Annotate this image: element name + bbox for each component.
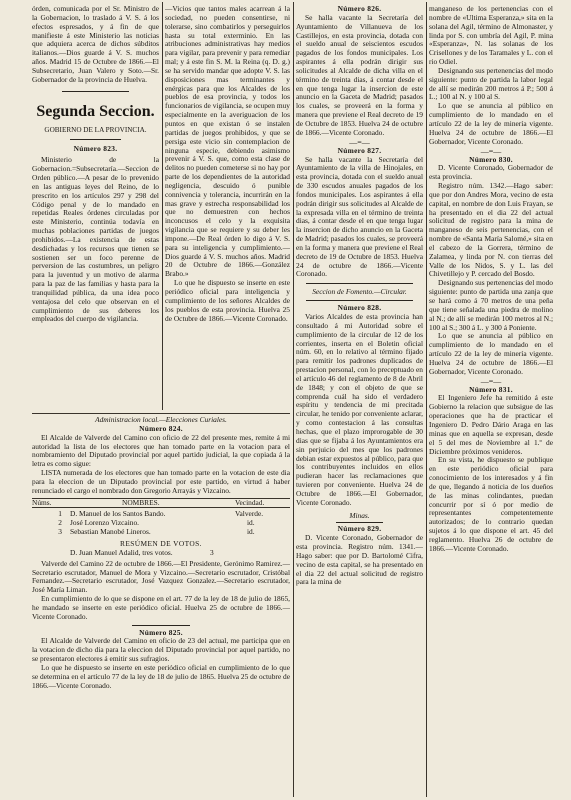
body-823: Ministerio de la Gobernacion.=Subsecretaría.—Seccion de Orden público.—A pesar de lo prevenido en las antiguas leyes del Reino, de lo prescrito en los artículos 297 y 298 del Código penal y de lo mandado en repetidas Reales órdenes circuladas por este Ministerio, continúa todavía en muchas poblaciones partidas de juegos prohibidos.—La existencia de estas desdichadas y los recursos que tienen se sostienen ser un foco perenne de perversion de las costumbres, un peligro para la juventud y un motivo de alarma para la paz de las familias y hasta para la tranquilidad pública, da una idea poco ventajosa del celo que observan en el cumplimiento de sus deberes los empleados del cuerpo de vigilancia. <box>32 155 159 324</box>
separator: —=— <box>349 137 370 147</box>
divider <box>306 283 413 284</box>
p-827: Se halla vacante la Secretaría del Ayuntamiento de la villa de Hinojales, en esta provincia, dotada con el sueldo anual de 330 escudos anuales pagados de los fondos municipales. Los aspirantes á ella podrán dirigir sus solicitudes al Alcalde de la expresada villa en el término de treinta dias, á contar desde el en que tenga lugar la insercion de dicho anuncio en la Gaceta de Madrid; pasados los cuales, se proveerá en la forma y manera que previene el Real decreto de 19 de Octubre de 1853. Huelva 24 de octubre de 1866.—Vicente Coronado. <box>296 154 423 279</box>
p-830-insertion: Lo que se anuncia al público en cumplimiento de lo mandado en el artículo 22 de la ley de minería vigente. Huelva 24 de octubre de 1866.—El Gobernador, Vicente Coronado. <box>429 331 553 376</box>
number-830: Número 830. <box>469 154 513 164</box>
p-825-insertion: Lo que he dispuesto se inserte en este periódico oficial en cumplimiento de lo que se determina en el artículo 77 de la ley de 18 de julio de 1865. Huelva 25 de octubre de 1866.—Vicente Coronado. <box>32 662 290 690</box>
column-rule <box>426 2 427 797</box>
p-825-report: El Alcalde de Valverde del Camino en oficio de 23 del actual, me participa que en la votacion de dicho dia para la eleccion del Diputado provincial por aquel partido, no se presentaron electores á emitir sus sufragios. <box>32 636 290 664</box>
divider <box>336 522 383 523</box>
summary-name: D. Juan Manuel Adalid, tres votos. <box>70 547 173 557</box>
number-825: Número 825. <box>139 627 183 637</box>
column-1 <box>32 5 159 410</box>
number-826: Número 826. <box>337 5 382 13</box>
separator: —=— <box>480 376 502 386</box>
p-831-relacion: El Ingeniero Jefe ha remitido á este Gobierno la relacion que subsigue de las operaciones que ha de practicar el Ingeniero D. Pedro Dário Araga en las minas que en aquella se expresan, desde el 5 del mes de Noviembre al 1.º de Diciembre próximos venideros. <box>429 393 553 456</box>
summary-row <box>32 549 290 558</box>
row-vecindad: Valverde. <box>235 509 264 519</box>
p-829-insertion: Lo que se anuncia al público en cumplimiento de lo mandado en el artículo 22 de la ley de minería vigente. Huelva 24 de octubre de 1866.—El Gobernador, Vicente Coronado. <box>429 101 553 146</box>
separator: —=— <box>480 146 502 156</box>
wide-top-rule <box>32 413 290 414</box>
summary-title: RESÚMEN DE VOTOS. <box>120 538 202 548</box>
row-num: 3 <box>58 527 62 537</box>
number-827: Número 827. <box>337 145 382 155</box>
p-824-insertion: En cumplimiento de lo que se dispone en el art. 77 de la ley de 18 de julio de 1865, he mandado se inserte en este periódico oficial. Huelva 25 de octubre de 1866.—Vicente Coronado. <box>32 594 290 621</box>
body-823-cont: —Vicios que tantos males acarrean á la sociedad, no pueden consentirse, ni tolerarse, sino combatirlos y perseguirlos hasta su total exterminio. En las atribuciones administrativas hay medios para vigilar, para prevenir y para remediar mal; y á este fin S. M. la Reina (q. D. g.) se ha servido mandar que adopte V. S. las disposiciones mas terminantes y enérgicas para que los Alcaldes de los pueblos de esa provincia, y todos los funcionarios de vigilancia, se ocupen muy especialmente en la averiguacion de los puntos en que existan ó se instalen partidas de juegos prohibidos, y que se persiga este vicio sin contemplacion de ninguna especie, debiendo asimismo prevenir á V. S. que, como esta clase de delitos no pueden cometerse si no hay por parte de los dependientes de la autoridad negligencia, descuido ó punible connivencia y tolerancia, incurrirán en la mas grave y estrecha responsabilidad los que no demuestren con hechos inconcusos el celo y la exquisita vigilancia que se requiere y su deber les impone.—De Real órden lo digo á V. S. para su inteligencia y cumplimiento.—Dios guarde á V. S. muchos años. Madrid 20 de Octubre de 1866.—González Brabo.» <box>165 5 290 279</box>
number-828: Número 828. <box>337 303 382 313</box>
elections-section <box>32 416 290 800</box>
p-824-intro: El Alcalde de Valverde del Camino con oficio de 22 del presente mes, remite á mi autoridad la lista de los electores que han tomado parte en la votacion para el nombramiento del Diputado provincial por aquel partido judicial, la que copiada á la letra es como sigue: <box>32 432 290 469</box>
number-824: Número 824. <box>139 423 183 433</box>
row-vecindad: id. <box>247 527 255 537</box>
p-829: D. Vicente Coronado, Gobernador de esta provincia. Registro núm. 1341.—Hago saber: que por D. Bartolomé Cifra, vecino de esta capital, se ha presentado en el dia 22 del actual solicitud de registro para la mina de <box>296 533 423 587</box>
row-name: D. Manuel de los Santos Bando. <box>70 509 166 519</box>
minas-heading: Minas. <box>349 510 370 520</box>
p-830-gov: D. Vicente Coronado, Gobernador de esta provincia. <box>429 163 553 182</box>
p-829-cont: manganeso de los pertenencias con el nombre de «Ultima Esperanza,» sita en la solana del Agil, término de Almonaster, y linda por S. con umbría del Agil, P. mina «Esperanza», N. las solanas de los Crisellones y de los Taramales y L. con el rio Odiel. <box>429 5 553 67</box>
number-831: Número 831. <box>469 384 513 394</box>
table-row <box>32 528 290 537</box>
divider <box>70 139 121 140</box>
fomento-heading: Seccion de Fomento.—Circular. <box>312 287 407 297</box>
number-823: Número 823. <box>73 144 118 154</box>
divider <box>62 91 129 92</box>
row-vecindad: id. <box>247 518 255 528</box>
p-830-registro: Registro núm. 1342.—Hago saber: que por don Andres Mora, vecino de esta capital, en nombre de don Luis Frayan, se ha presentado en el dia 22 del actual solicitud de registro para la mina de manganeso de seis pertenencias, con el nombre de «Santa María Salomé,» sita en el cabezo de la Gorrera, término de Zalamea, y linda por N. con tierras del Valle de los Nidos, S. y L. las del Chivetillejo y P. cercado del Bosdo. <box>429 181 553 279</box>
number-829: Número 829. <box>337 524 382 534</box>
table-header-row <box>32 499 290 508</box>
divider <box>132 625 190 626</box>
column-rule <box>293 2 294 797</box>
column-rule <box>162 2 163 410</box>
col-header-name: NOMBRES. <box>122 497 160 507</box>
p-831-insertion: En su vista, he dispuesto se publique en este periódico oficial para conocimiento de los interesados y á fin de que, llegando á noticia de los dueños de las minas colindantes, puedan concurrir por sí ó por medio de representantes competentemente autorizados; de lo contrario quedan sujetos á lo que dispone el art. 45 del reglamento. Huelva 26 de octubre de 1866.—Vicente Coronado. <box>429 455 553 553</box>
p-826: Se halla vacante la Secretaría del Ayuntamiento de Villanueva de los Castillejos, en esta provincia, dotada con el sueldo anual de seiscientos escudos pagados de los fondos municipales. Los aspirantes á ella podrán dirigir sus solicitudes al Alcalde de dicha villa en el término de treinta dias, á contar desde el en que tenga lugar la insercion de este anuncio en la Gaceta de Madrid; pasados los cuales, se proveerá en la forma y manera que previene el Real decreto de 19 de Octubre de 1853. Huelva 24 de octubre de 1866.—Vicente Coronado. <box>296 12 423 137</box>
divider <box>306 300 413 301</box>
p-830-pertenencias: Designando sus pertenencias del modo siguiente: punto de partida una zanja que se hará como á 70 metros de una peña que tiene señalada una piedra de molino al N.; de allí se medirán 100 metros al N.; 100 al S.; 300 á L. y 300 á Poniente. <box>429 278 553 332</box>
column-3 <box>296 5 423 800</box>
row-num: 1 <box>58 509 62 519</box>
row-name: Sebastian Manobé Lineros. <box>70 527 151 537</box>
voters-rows <box>32 510 290 537</box>
column-2 <box>165 5 290 410</box>
row-num: 2 <box>58 518 62 528</box>
p-824-list-title: LISTA numerada de los electores que han tomado parte en la votacion de este dia para la eleccion de un Diputado provincial por este partido, en virtud á haber renunciado el cargo el nombrado don Gregorio Arrayás y Vizcaino. <box>32 468 290 495</box>
elections-heading: Administracion local.—Elecciones Curiales. <box>95 416 227 424</box>
section-title: Segunda Seccion. <box>36 102 155 120</box>
voters-table <box>32 499 290 508</box>
summary-votes: 3 <box>210 547 214 557</box>
column-4 <box>429 5 553 800</box>
table-rule <box>32 507 290 508</box>
table-rule <box>32 498 290 499</box>
section-subtitle: GOBIERNO DE LA PROVINCIA. <box>44 125 147 134</box>
p-828: Varios Alcaldes de esta provincia han consultado á mi Autoridad sobre el cumplimiento de la circular de 12 de los corrientes, inserta en el Boletin oficial núm. 60, en lo relativo al término fijado para remitir los padrones duplicados de prestacion personal, con lo preceptuado en el artículo 46 del reglamento de 8 de Abril de 1848; y con el objeto de que se comprenda cuál ha sido el verdadero espíritu y tendencia de mi precitada circular, he tenido por conveniente aclarar, y como contestacion á las consultas hechas, que el plazo improrogable de 30 dias que se fijaba á los Ayuntamientos era sin perjuicio del mes que los padrones debian estar expuestos al público, para que los contribuyentes incluidos en ellos pudieran hacer las reclamaciones que tuvieren por conveniente. Huelva 24 de Octubre de 1866.—El Gobernador, Vicente Coronado. <box>296 312 423 507</box>
row-name: José Lorenzo Vizcaino. <box>70 518 139 528</box>
intro-paragraph: órden, comunicada por el Sr. Ministro de la Gobernacion, lo traslado á V. S. á los efectos espresados, y á fin de que manifieste á este Ministerio las noticias que adquiera acerca de dichos súbditos italianos.—Dios guarde á V. S. muchos años. Madrid 15 de Octubre de 1866.—El Subsecretario, Juan Valero y Soto.—Sr. Gobernador de la provincia de Huelva. <box>32 5 159 84</box>
col-header-vecindad: Vecindad. <box>235 497 265 507</box>
insertion-note-823: Lo que he dispuesto se inserte en este periódico oficial para inteligencia y cumplimiento de los señores Alcaldes de los pueblos de esta provincia. Huelva 25 de Octubre de 1866.—Vicente Coronado. <box>165 278 290 323</box>
p-824-signatures: Valverde del Camino 22 de octubre de 1866.—El Presidente, Gerónimo Ramirez.—Secretario escrutador, Manuel de Mora y Vizcaino.—Secretario escrutador, Cristóbal Fernandez.—Secretario escrutador, José Vazquez Gonzalez.—Secretario escrutador, José María Liman. <box>32 558 290 595</box>
p-829-pertenencias: Designando sus pertenencias del modo siguiente: punto de partida la labor legal de allí se medirán 200 metros á P.; 500 á L.; 100 al N. y 100 al S. <box>429 65 553 102</box>
col-header-num: Núms. <box>32 497 52 507</box>
summary-table <box>32 549 290 558</box>
